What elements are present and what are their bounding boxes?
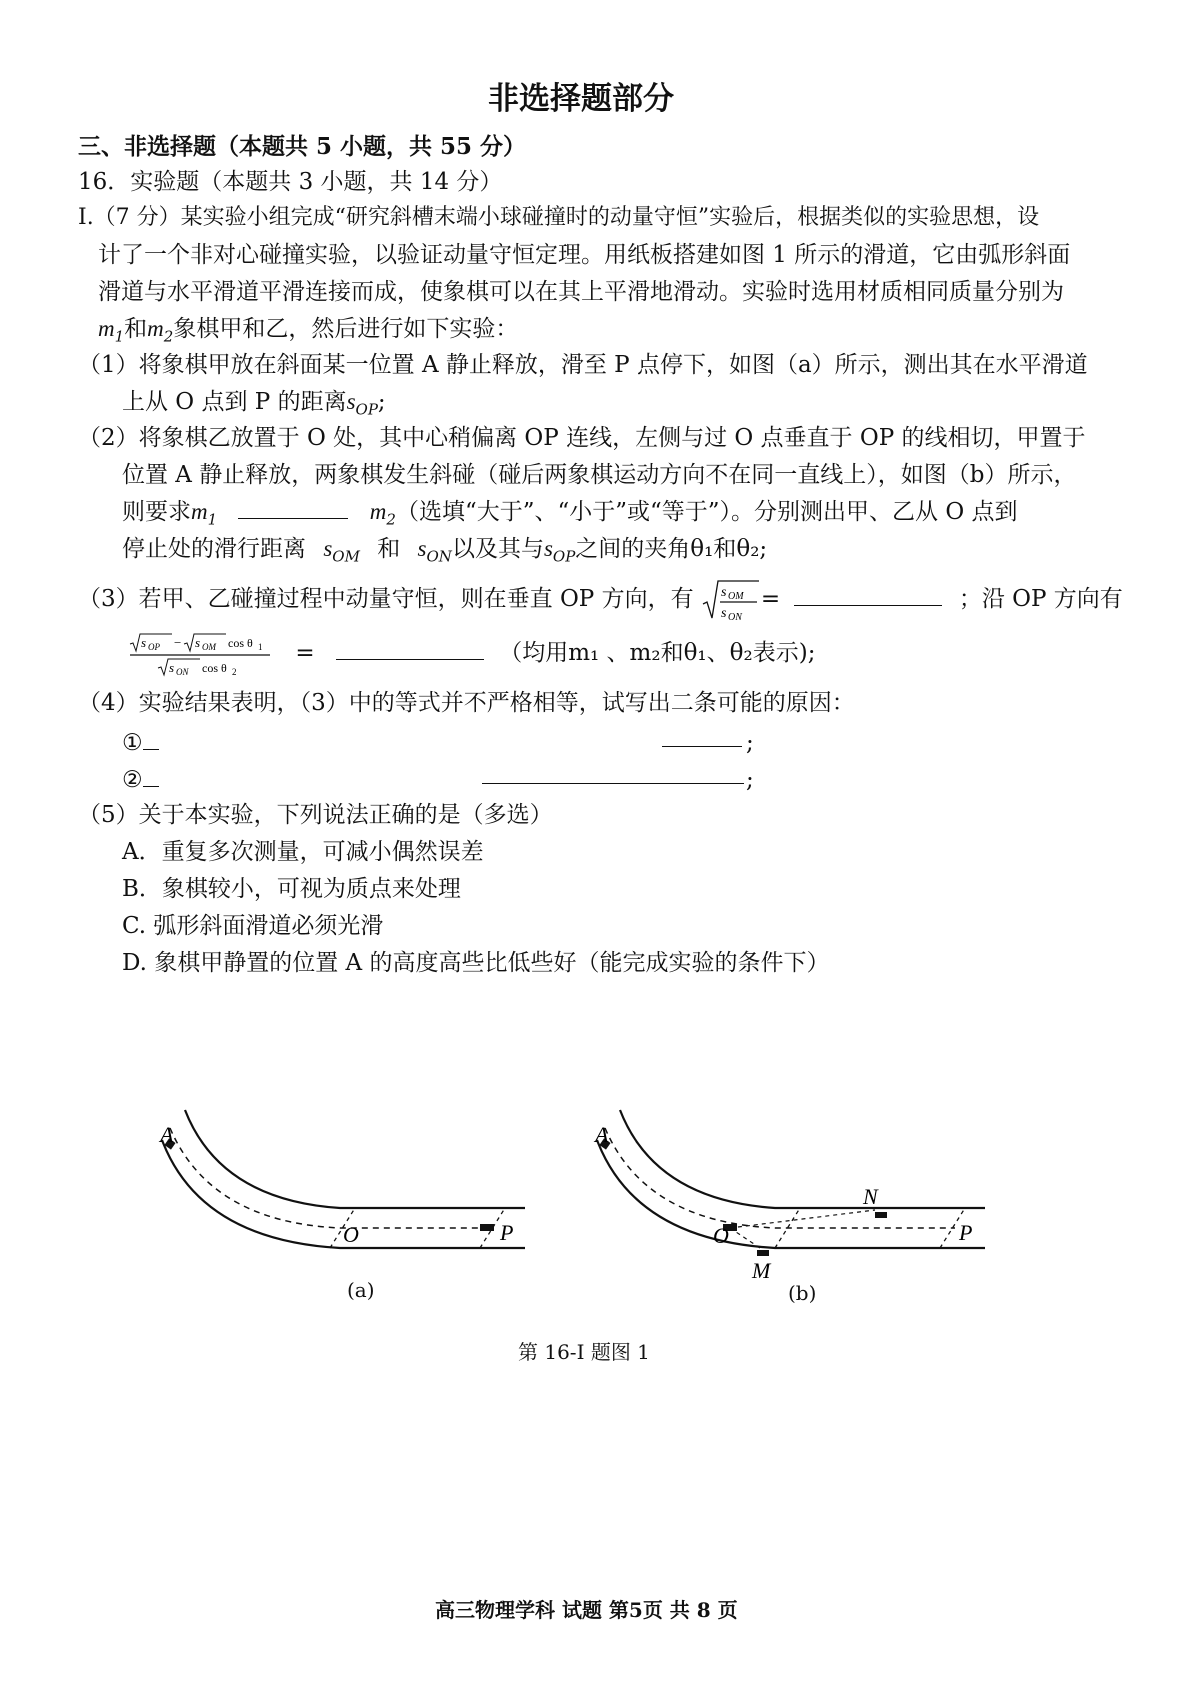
part-2-line-1: （2）将象棋乙放置于 O 处，其中心稍偏离 OP 连线，左侧与过 O 点垂直于 OP 的线相切，甲置于 [78, 425, 1086, 451]
option-a[interactable]: A．重复多次测量，可减小偶然误差 [122, 839, 484, 865]
part-2-line-4: 停止处的滑行距离 $s_{OM}$ 和 $s_{ON}$以及其与$s_{OP}$之间的夹角θ₁和θ₂; [122, 536, 768, 566]
figure-a-label: (a) [347, 1278, 375, 1302]
part-1-line-1: （1）将象棋甲放在斜面某一位置 A 静止释放，滑至 P 点停下，如图（a）所示，测出其在水平滑道 [78, 352, 1088, 378]
figure-a [150, 1100, 570, 1300]
svg-text:OM: OM [202, 642, 216, 652]
part-3-line-1: （3）若甲、乙碰撞过程中动量守恒，则在垂直 OP 方向，有 s OM s ON = ；沿 OP 方向有 [78, 578, 1123, 622]
reason-1-semicolon: ; [746, 730, 754, 756]
m1-symbol: m [98, 316, 115, 341]
part-1-line-2: 上从 O 点到 P 的距离$s_{OP}$; [122, 389, 386, 419]
answer-blank-reason-2[interactable] [482, 763, 744, 784]
svg-text:cos θ: cos θ [228, 636, 253, 650]
option-d[interactable]: D. 象棋甲静置的位置 A 的高度高些比低些好（能完成实验的条件下） [122, 950, 830, 976]
svg-text:s: s [720, 606, 727, 621]
part-4-item-2: ② [122, 765, 159, 795]
svg-text:s: s [720, 585, 727, 600]
reason-2-semicolon: ; [746, 767, 754, 793]
label-b-point-N: N [863, 1184, 878, 1209]
label-a-point-P: P [500, 1220, 514, 1245]
svg-text:s: s [195, 635, 201, 650]
svg-text:−: − [174, 635, 182, 650]
figure-b-label: (b) [788, 1281, 817, 1305]
intro-line-1: I.（7 分）某实验小组完成“研究斜槽末端小球碰撞时的动量守恒”实验后，根据类似的实验思想，设 [78, 205, 1040, 230]
question-16-heading: 16．实验题（本题共 3 小题，共 14 分） [78, 169, 503, 195]
svg-text:ON: ON [176, 667, 189, 677]
svg-text:2: 2 [232, 667, 237, 677]
option-c[interactable]: C. 弧形斜面滑道必须光滑 [122, 913, 384, 939]
intro-line-2: 计了一个非对心碰撞实验，以验证动量守恒定理。用纸板搭建如图 1 所示的滑道，它由弧形斜面 [98, 242, 1071, 268]
part-2-line-2: 位置 A 静止释放，两象棋发生斜碰（碰后两象棋运动方向不在同一直线上），如图（b）所示， [122, 462, 1077, 488]
answer-blank-reason-1[interactable] [662, 726, 742, 747]
part-5-line-1: （5）关于本实验，下列说法正确的是（多选） [78, 802, 553, 828]
svg-text:s: s [141, 635, 147, 650]
intro-line-3: 滑道与水平滑道平滑连接而成，使象棋可以在其上平滑地滑动。实验时选用材质相同质量分别为 [98, 279, 1064, 305]
sqrt-ratio [701, 578, 761, 622]
label-b-point-O: O [713, 1223, 729, 1248]
part-4-line-1: （4）实验结果表明，（3）中的等式并不严格相等，试写出二条可能的原因： [78, 690, 855, 716]
answer-blank-parallel[interactable] [336, 639, 484, 660]
part-3-line-2: s OP − s OM cos θ 1 s ON cos θ 2 = （均用m₁ 、m₂和θ₁、θ₂表示); [128, 628, 815, 678]
label-a-point-O: O [343, 1222, 359, 1247]
label-b-point-P: P [959, 1220, 973, 1245]
figure-b [585, 1100, 1005, 1300]
option-b[interactable]: B．象棋较小，可视为质点来处理 [122, 876, 461, 902]
formula-fraction [128, 630, 288, 678]
svg-text:OP: OP [148, 642, 160, 652]
intro-line-4-text: 象棋甲和乙，然后进行如下实验： [173, 316, 519, 342]
svg-text:1: 1 [258, 642, 263, 652]
part-2-line-3: 则要求$m_1$ $m_2$（选填“大于”、“小于”或“等于”）。分别测出甲、乙从 O 点到 [122, 499, 1018, 529]
label-a-point-A: A [160, 1122, 174, 1147]
label-b-point-M: M [752, 1258, 771, 1283]
figure-caption: 第 16-I 题图 1 [518, 1340, 650, 1364]
label-b-point-A: A [595, 1122, 609, 1147]
section-heading: 三、非选择题（本题共 5 小题，共 55 分） [78, 133, 527, 160]
svg-text:OM: OM [727, 591, 744, 602]
answer-blank-compare[interactable] [238, 498, 348, 519]
svg-text:cos θ: cos θ [202, 661, 227, 675]
answer-blank-perpendicular[interactable] [794, 585, 942, 606]
page-title: 非选择题部分 [488, 81, 674, 117]
svg-text:ON: ON [727, 612, 742, 622]
part-4-item-1: ① [122, 728, 159, 758]
svg-text:s: s [169, 660, 175, 675]
intro-line-4: $m_1$和$m_2$象棋甲和乙，然后进行如下实验： [98, 316, 519, 346]
page-footer: 高三物理学科 试题 第5页 共 8 页 [435, 1598, 738, 1622]
